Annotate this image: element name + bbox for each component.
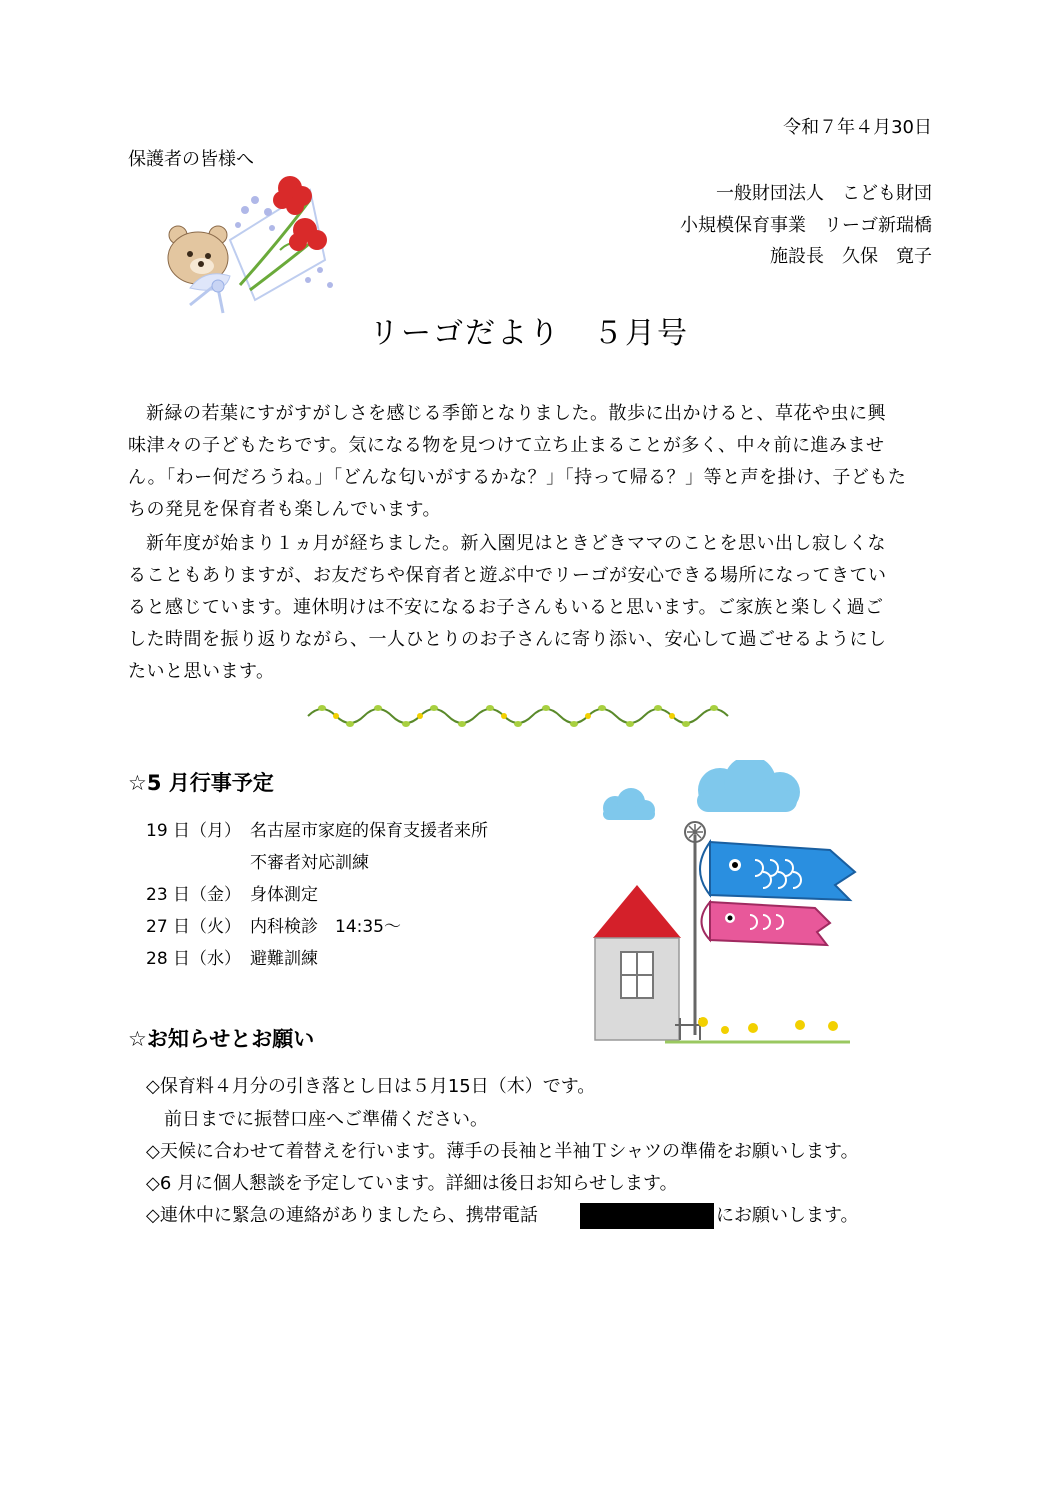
text-line: 新年度が始まり１ヵ月が経ちました。新入園児はときどきママのことを思い出し寂しくな [146,533,886,554]
redacted-phone-number [580,1203,714,1229]
director-name: 施設長 久保 寛子 [770,246,932,267]
intro-paragraph-2 [128,528,934,688]
notice-contact-suffix: にお願いします。 [716,1205,859,1226]
text-line: ることもありますが、お友だちや保育者と遊ぶ中でリーゴが安心できる場所になってきてい [128,565,887,586]
text-line: 味津々の子どもたちです。気になる物を見つけて立ち止まることが多く、中々前に進みませ [128,435,885,456]
bear-carnation-illustration [160,170,340,320]
events-heading: ☆5 月行事予定 [128,771,274,795]
event-row [0,948,600,970]
event-row [0,852,600,874]
notice-line: ◇保育料４月分の引き落とし日は５月15日（木）です。 [146,1076,596,1097]
page-title: リーゴだより ５月号 [369,316,689,351]
greeting: 保護者の皆様へ [128,149,254,170]
event-date: 23 日（金） [146,885,242,905]
event-description: 不審者対応訓練 [250,853,369,873]
event-date: 28 日（水） [146,949,242,969]
text-line: ちの発見を保育者も楽しんでいます。 [128,499,442,520]
koinobori-house-illustration [585,760,865,1050]
notice-line: 前日までに振替口座へご準備ください。 [146,1109,488,1130]
text-line: ん。「わー何だろうね。」「どんな匂いがするかな？」「持って帰る？」等と声を掛け、子どもた [128,467,907,488]
event-date: 27 日（火） [146,917,242,937]
event-description: 内科検診 14:35～ [250,917,401,937]
event-row [0,820,600,842]
notice-contact-prefix: ◇連休中に緊急の連絡がありましたら、携帯電話 [146,1205,538,1226]
text-line: ると感じています。連休明けは不安になるお子さんもいると思います。ご家族と楽しく過ご [128,597,884,618]
text-line: 新緑の若葉にすがすがしさを感じる季節となりました。散歩に出かけると、草花や虫に興 [146,403,886,424]
event-description: 名古屋市家庭的保育支援者来所 [250,821,488,841]
text-line: した時間を振り返りながら、一人ひとりのお子さんに寄り添い、安心して過ごせるようにし [128,629,887,650]
notices-heading: ☆お知らせとお願い [128,1027,315,1051]
organization-name: 一般財団法人 こども財団 [716,183,932,204]
intro-paragraph-1 [128,398,934,526]
event-row [0,884,600,906]
notice-line: ◇天候に合わせて着替えを行います。薄手の長袖と半袖Ｔシャツの準備をお願いします。 [146,1141,859,1162]
event-date: 19 日（月） [146,821,242,841]
vine-divider [300,698,750,734]
event-description: 避難訓練 [250,949,318,969]
notice-line: ◇6 月に個人懇談を予定しています。詳細は後日お知らせします。 [146,1173,678,1194]
text-line: たいと思います。 [128,661,275,682]
event-description: 身体測定 [250,885,318,905]
event-row [0,916,600,938]
document-date: 令和７年４月30日 [783,117,932,138]
facility-name: 小規模保育事業 リーゴ新瑞橋 [680,215,932,236]
